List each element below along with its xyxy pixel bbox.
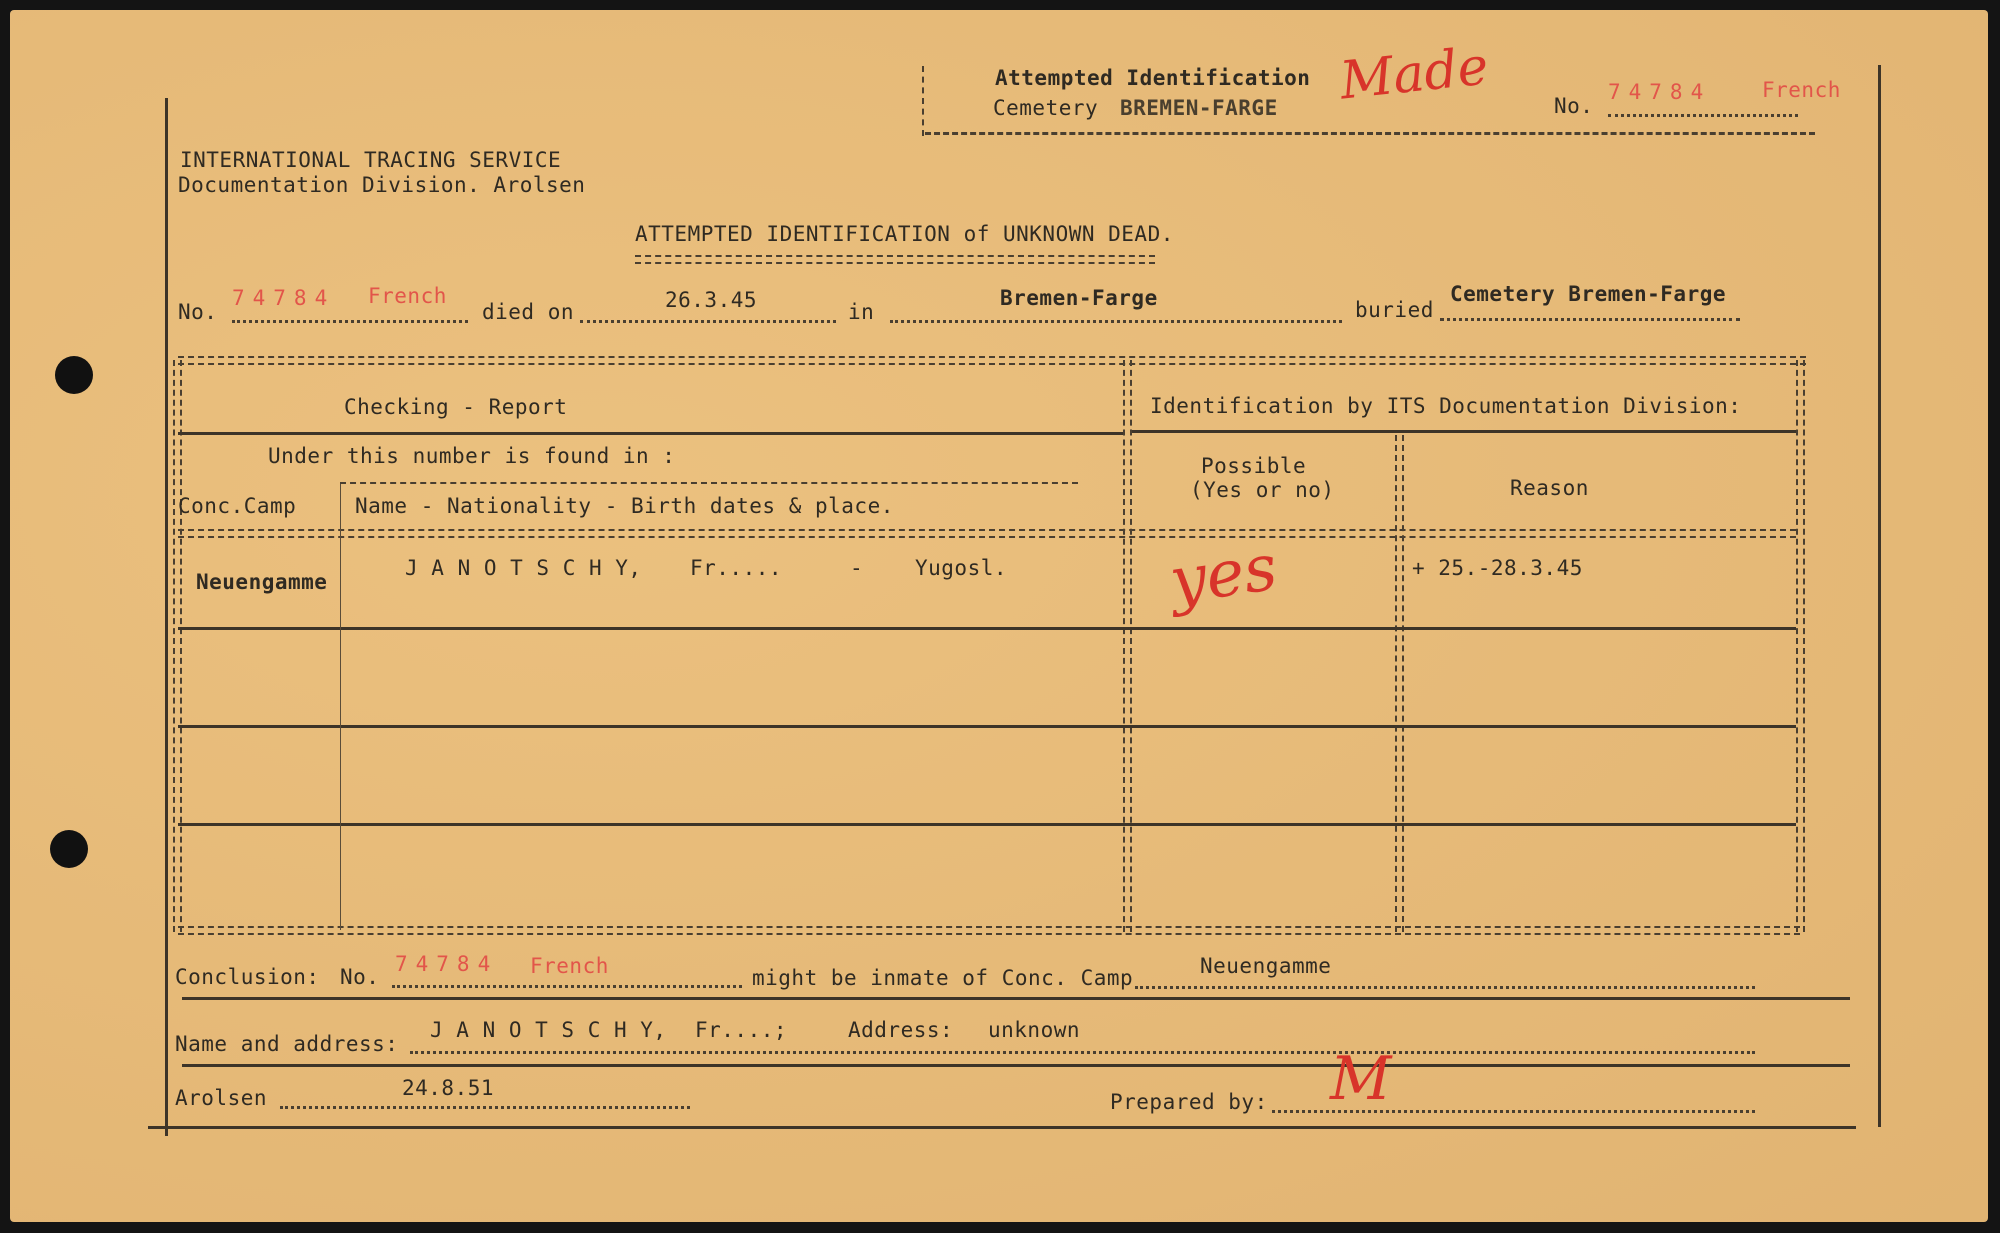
- possible-header-1: Possible: [1201, 454, 1307, 478]
- header-signature: Made: [1337, 36, 1492, 112]
- table-bottom-border: [178, 926, 1800, 935]
- conclusion-camp: Neuengamme: [1200, 954, 1332, 978]
- possible-header-2: (Yes or no): [1190, 478, 1335, 502]
- name-address-dots: [410, 1051, 1755, 1054]
- conclusion-no-value: 74784: [395, 952, 499, 976]
- name-address-first: Fr....;: [695, 1018, 788, 1042]
- punch-hole-bottom: [50, 830, 88, 868]
- name-address-rule: [182, 1064, 1850, 1067]
- header-box-bottom-border: [925, 132, 1815, 135]
- record-in-dots: [890, 320, 1342, 323]
- row-divider-3: [178, 823, 1796, 826]
- conclusion-label: Conclusion:: [175, 965, 320, 989]
- address-value: unknown: [988, 1018, 1081, 1042]
- reason-header: Reason: [1510, 476, 1589, 500]
- table-left-border: [173, 360, 182, 932]
- row-possible-handwritten: yes: [1165, 530, 1282, 620]
- record-in-label: in: [848, 300, 875, 324]
- table-header-divider-right: [1132, 430, 1796, 433]
- conclusion-rule: [182, 997, 1850, 1000]
- header-no-nationality: French: [1762, 78, 1841, 102]
- row-name: J A N O T S C H Y,: [405, 556, 642, 580]
- record-died-dots: [580, 320, 836, 323]
- table-main-divider: [1123, 360, 1132, 932]
- table-top-border: [178, 356, 1806, 365]
- punch-hole-top: [55, 356, 93, 394]
- record-died-value: 26.3.45: [665, 288, 758, 312]
- table-right-border: [1796, 360, 1805, 932]
- frame-left-line: [165, 98, 168, 1136]
- header-attempted-identification: Attempted Identification: [995, 66, 1311, 90]
- camp-column-divider: [340, 484, 341, 930]
- record-buried-value: Cemetery Bremen-Farge: [1450, 282, 1727, 306]
- conclusion-no-nationality: French: [530, 954, 609, 978]
- header-no-value: 74784: [1608, 80, 1712, 104]
- footer-place: Arolsen: [175, 1086, 268, 1110]
- name-address-label: Name and address:: [175, 1032, 399, 1056]
- row-dash: -: [850, 556, 864, 580]
- found-in-label: Under this number is found in :: [268, 444, 676, 468]
- row-reason: + 25.-28.3.45: [1412, 556, 1583, 580]
- header-no-dots: [1608, 114, 1798, 117]
- row-camp: Neuengamme: [196, 570, 328, 594]
- header-box-left-border: [922, 66, 924, 136]
- header-cemetery-place: BREMEN-FARGE: [1120, 96, 1278, 120]
- row-divider-1: [178, 627, 1796, 630]
- record-no-value: 74784: [232, 286, 336, 310]
- found-in-underline: [340, 482, 1078, 484]
- camp-column-header: Conc.Camp: [178, 494, 297, 518]
- table-header-divider-left: [178, 432, 1123, 435]
- record-buried-dots: [1440, 318, 1740, 321]
- identification-header: Identification by ITS Documentation Division:: [1150, 394, 1742, 418]
- frame-bottom-line: [148, 1126, 1856, 1129]
- org-line-1: INTERNATIONAL TRACING SERVICE: [180, 148, 562, 172]
- row-nationality: Yugosl.: [915, 556, 1008, 580]
- org-line-2: Documentation Division. Arolsen: [178, 173, 586, 197]
- record-no-label: No.: [178, 300, 218, 324]
- column-header-underline: [178, 529, 1796, 538]
- frame-right-line: [1878, 65, 1881, 1127]
- footer-date-dots: [280, 1106, 690, 1109]
- prepared-by-initial: M: [1330, 1044, 1392, 1114]
- address-label: Address:: [848, 1018, 954, 1042]
- conclusion-no-dots: [392, 985, 742, 988]
- record-no-nationality: French: [368, 284, 447, 308]
- name-column-header: Name - Nationality - Birth dates & place.: [355, 494, 894, 518]
- footer-date: 24.8.51: [402, 1076, 495, 1100]
- document-title: ATTEMPTED IDENTIFICATION of UNKNOWN DEAD.: [635, 222, 1174, 246]
- row-first-name: Fr.....: [690, 556, 783, 580]
- index-card: [10, 10, 1988, 1222]
- record-died-label: died on: [482, 300, 575, 324]
- table-possible-divider: [1395, 435, 1404, 932]
- record-buried-label: buried: [1355, 298, 1434, 322]
- header-cemetery-label: Cemetery: [993, 96, 1099, 120]
- row-divider-2: [178, 725, 1796, 728]
- record-in-value: Bremen-Farge: [1000, 286, 1158, 310]
- conclusion-camp-dots: [1135, 986, 1755, 989]
- checking-report-header: Checking - Report: [344, 395, 568, 419]
- record-no-dots: [232, 320, 468, 323]
- conclusion-no-label: No.: [340, 965, 380, 989]
- header-no-label: No.: [1554, 94, 1594, 118]
- title-underline: [635, 255, 1155, 264]
- prepared-by-label: Prepared by:: [1110, 1090, 1268, 1114]
- conclusion-text: might be inmate of Conc. Camp: [752, 966, 1134, 990]
- name-address-name: J A N O T S C H Y,: [430, 1018, 667, 1042]
